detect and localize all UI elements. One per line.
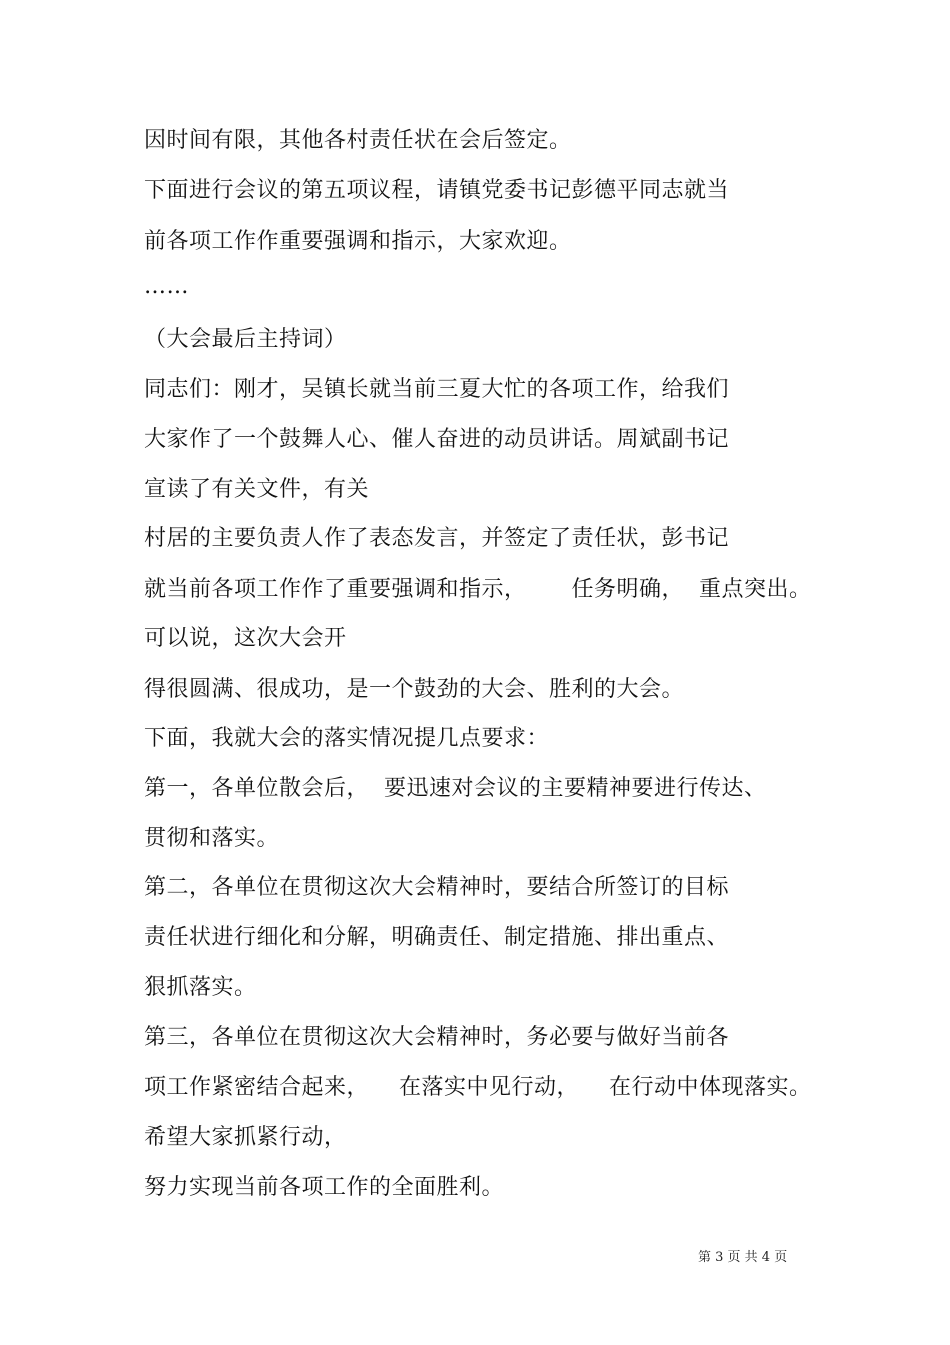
paragraph-line-18: 狠抓落实。 — [144, 975, 257, 1000]
paragraph-line-6: 同志们：刚才，吴镇长就当前三夏大忙的各项工作，给我们 — [144, 377, 730, 402]
paragraph-line-22: 努力实现当前各项工作的全面胜利。 — [144, 1175, 505, 1200]
paragraph-line-2: 下面进行会议的第五项议程，请镇党委书记彭德平同志就当 — [144, 178, 730, 203]
paragraph-line-1: 因时间有限，其他各村责任状在会后签定。 — [144, 128, 572, 153]
paragraph-line-8: 宣读了有关文件，有关 — [144, 477, 370, 502]
paragraph-line-10: 就当前各项工作作了重要强调和指示， 任务明确， 重点突出。 — [144, 577, 812, 602]
paragraph-line-14: 第一，各单位散会后， 要迅速对会议的主要精神要进行传达、 — [144, 776, 767, 801]
paragraph-line-7: 大家作了一个鼓舞人心、催人奋进的动员讲话。周斌副书记 — [144, 427, 730, 452]
paragraph-line-17: 责任状进行细化和分解，明确责任、制定措施、排出重点、 — [144, 925, 730, 950]
section-heading: （大会最后主持词） — [144, 327, 347, 352]
page-number-footer: 第 3 页 共 4 页 — [698, 1250, 788, 1265]
paragraph-line-21: 希望大家抓紧行动， — [144, 1125, 347, 1150]
paragraph-line-9: 村居的主要负责人作了表态发言，并签定了责任状，彭书记 — [144, 526, 730, 551]
paragraph-line-12: 得很圆满、很成功，是一个鼓劲的大会、胜利的大会。 — [144, 677, 685, 702]
paragraph-line-13: 下面，我就大会的落实情况提几点要求： — [144, 726, 550, 751]
paragraph-line-20: 项工作紧密结合起来， 在落实中见行动， 在行动中体现落实。 — [144, 1075, 812, 1100]
paragraph-line-16: 第二，各单位在贯彻这次大会精神时，要结合所签订的目标 — [144, 875, 730, 900]
paragraph-line-15: 贯彻和落实。 — [144, 826, 280, 851]
ellipsis-line: …… — [144, 274, 189, 299]
paragraph-line-3: 前各项工作作重要强调和指示，大家欢迎。 — [144, 229, 572, 254]
paragraph-line-11: 可以说，这次大会开 — [144, 626, 347, 651]
paragraph-line-19: 第三，各单位在贯彻这次大会精神时，务必要与做好当前各 — [144, 1025, 730, 1050]
